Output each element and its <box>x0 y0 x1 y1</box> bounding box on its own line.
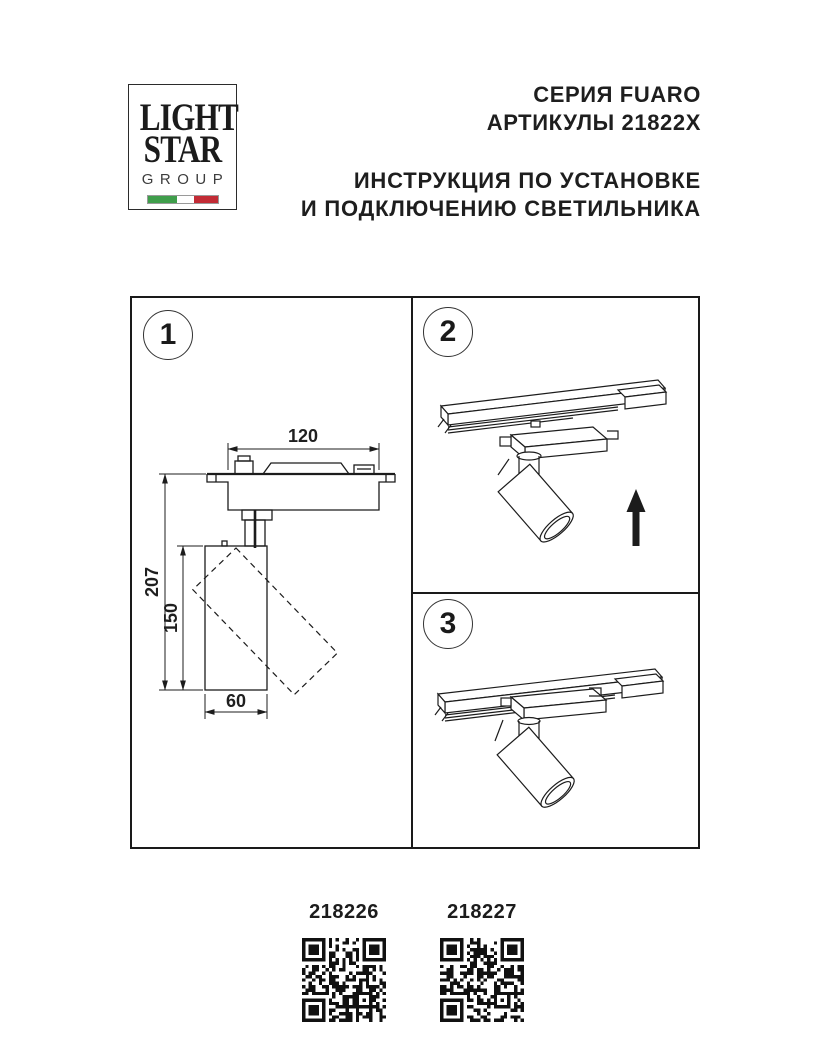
spotlight-fixture <box>498 421 618 546</box>
adapter-body <box>207 474 395 510</box>
stem-collar <box>242 510 272 520</box>
article-label: 218226 <box>309 901 379 923</box>
qr-code <box>302 938 386 1022</box>
panel-step-2 <box>413 298 698 594</box>
logo-word-light: LIGHT <box>139 96 238 139</box>
step-number-2: 2 <box>423 307 473 357</box>
article-numbers: АРТИКУЛЫ 21822X <box>486 110 701 135</box>
italy-flag <box>147 195 219 204</box>
flag-white-segment <box>177 196 194 203</box>
instruction-title <box>301 167 701 223</box>
lamp-cylinder <box>205 546 267 690</box>
flag-green-segment <box>148 196 177 203</box>
top-hump <box>263 463 349 474</box>
arrow-up-icon <box>627 489 646 546</box>
title-line-2: И ПОДКЛЮЧЕНИЮ СВЕТИЛЬНИКА <box>300 196 701 221</box>
tilted-ghost-outline <box>193 548 338 695</box>
installation-figure <box>130 296 700 849</box>
dim-width-60: 60 <box>225 691 247 711</box>
qr-block-218227 <box>440 901 524 1022</box>
flag-red-segment <box>194 196 218 203</box>
dimension-drawing <box>132 298 413 847</box>
series-block <box>487 81 701 137</box>
article-label: 218227 <box>447 901 517 923</box>
dim-width-120: 120 <box>287 426 319 446</box>
track-rail <box>438 380 666 433</box>
series-name: СЕРИЯ FUARO <box>533 82 701 107</box>
qr-block-218226 <box>302 901 386 1022</box>
dim-height-207: 207 <box>142 566 162 598</box>
left-clip <box>235 461 253 474</box>
title-line-1: ИНСТРУКЦИЯ ПО УСТАНОВКЕ <box>353 168 701 193</box>
panel-step-1 <box>132 298 413 847</box>
lightstar-logo <box>128 84 237 210</box>
spotlight-fixture <box>495 688 606 812</box>
step-number-1: 1 <box>143 310 193 360</box>
step-number-3: 3 <box>423 599 473 649</box>
qr-code <box>440 938 524 1022</box>
dim-height-150: 150 <box>161 602 181 634</box>
panel-step-3 <box>413 594 698 847</box>
logo-word-group: GROUP <box>141 171 230 188</box>
logo-word-star: STAR <box>143 128 222 171</box>
